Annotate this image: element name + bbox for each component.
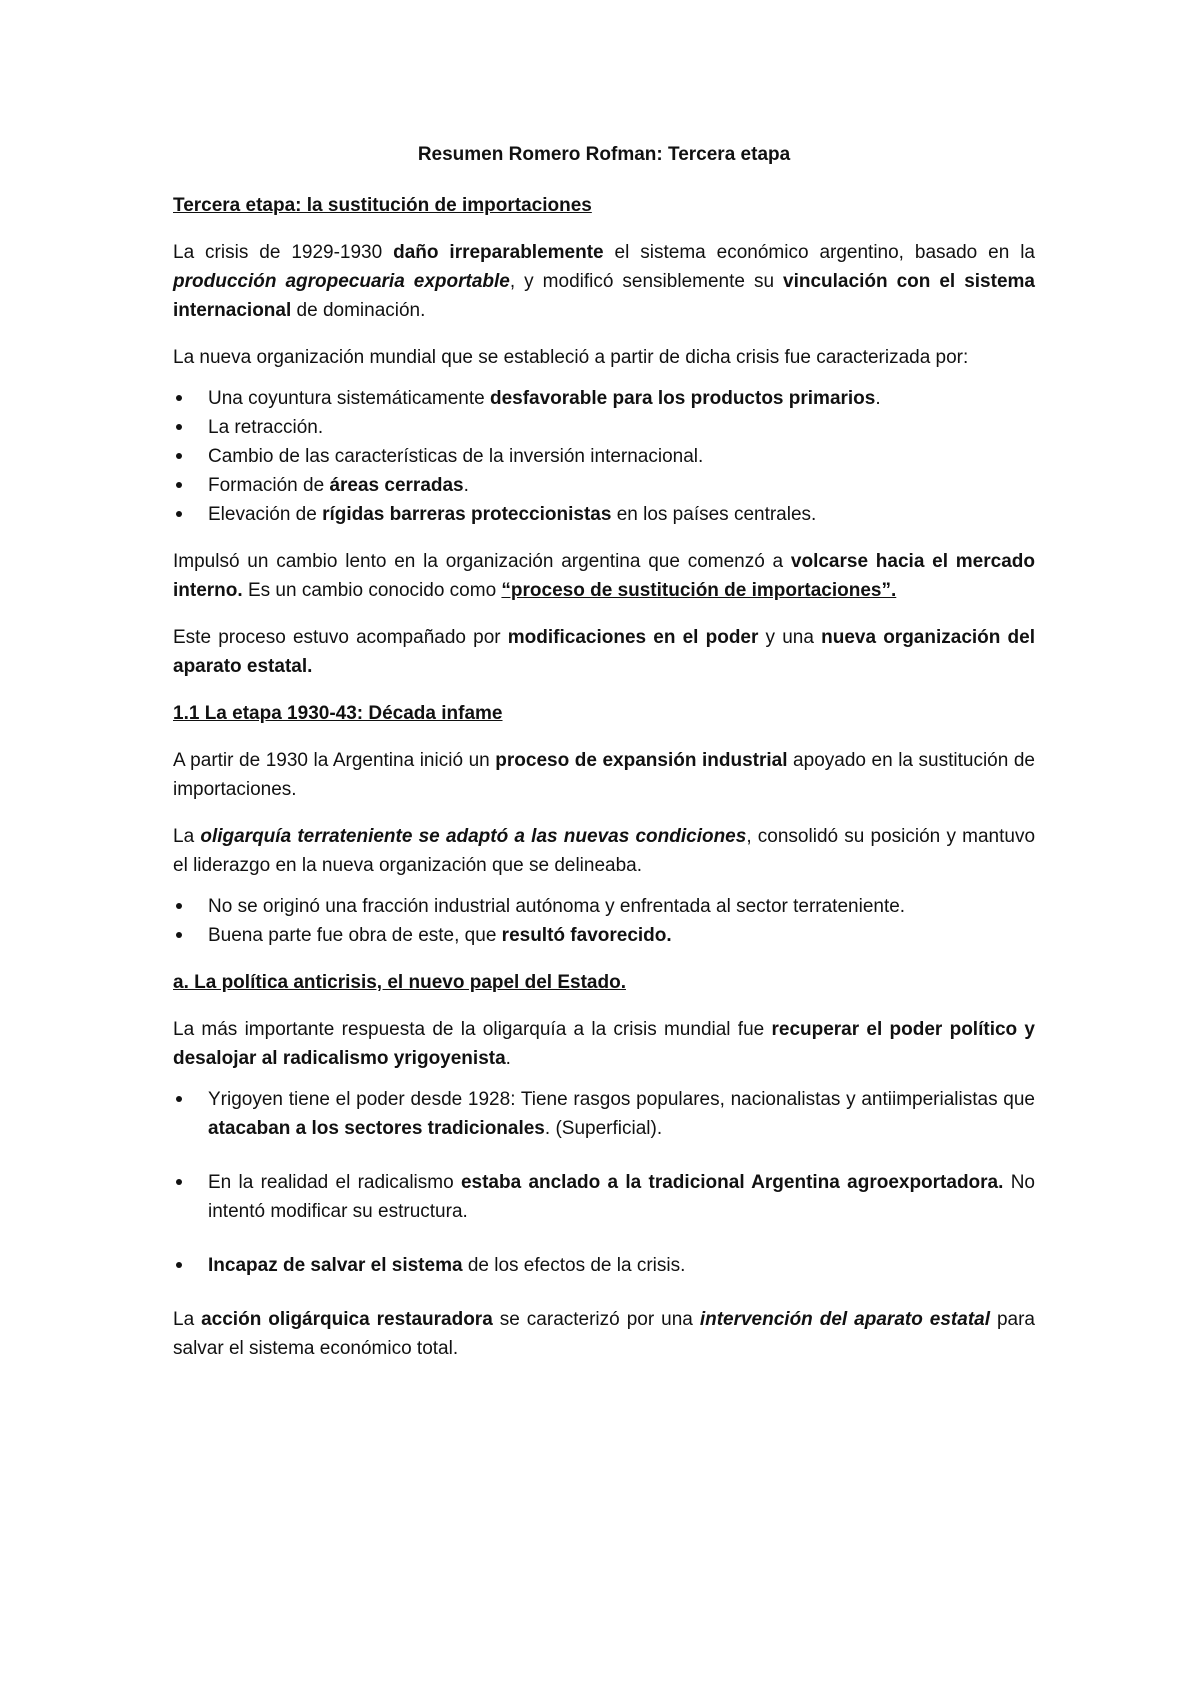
text-run: Buena parte fue obra de este, que — [208, 925, 502, 946]
bold-run: vinculación con el sistema internacional — [173, 271, 1035, 321]
bold-italic-run: intervención del aparato estatal — [699, 1309, 990, 1330]
text-run: apoyado en la sustitución de importaciones. — [173, 750, 1035, 800]
document-body — [173, 140, 1035, 1381]
bold-italic-run: oligarquía terrateniente se adaptó a las nuevas condiciones — [200, 826, 747, 847]
text-run: La — [173, 826, 201, 847]
bullet-list-fraccion — [173, 892, 1035, 950]
list-item — [173, 500, 1035, 529]
bold-underline-run: “proceso de sustitución de importaciones”. — [501, 580, 897, 601]
list-item — [173, 892, 1035, 921]
text-run: Impulsó un cambio lento en la organización argentina que comenzó a — [173, 551, 791, 572]
bold-run: rígidas barreras proteccionistas — [322, 504, 612, 525]
text-run: Es un cambio conocido como — [242, 580, 502, 601]
text-run: Yrigoyen tiene el poder desde 1928: Tiene rasgos populares, nacionalistas y antiimperialistas que — [208, 1089, 1035, 1110]
text-run: en los países centrales. — [611, 504, 817, 525]
bold-run: daño irreparablemente — [393, 242, 604, 263]
bold-italic-run: producción agropecuaria exportable — [173, 271, 510, 292]
text-run: La más importante respuesta de la oligarquía a la crisis mundial fue — [173, 1019, 772, 1040]
bold-run: áreas cerradas — [329, 475, 464, 496]
text-run: Cambio de las características de la inversión internacional. — [208, 446, 704, 467]
list-item — [173, 471, 1035, 500]
text-run: Elevación de — [208, 504, 323, 525]
list-item — [173, 384, 1035, 413]
bold-run: recuperar el poder político y desalojar al radicalismo yrigoyenista — [173, 1019, 1035, 1069]
bold-run: volcarse hacia el mercado interno. — [173, 551, 1035, 601]
text-run: , consolidó su posición y mantuvo el liderazgo en la nueva organización que se delineaba. — [173, 826, 1036, 876]
text-run: La crisis de 1929-1930 — [173, 242, 394, 263]
bold-run: resultó favorecido. — [501, 925, 672, 946]
section-heading-tercera-etapa: Tercera etapa: la sustitución de importaciones — [173, 195, 592, 216]
text-run: de los efectos de la crisis. — [462, 1255, 686, 1276]
paragraph-crisis — [173, 238, 1035, 325]
paragraph-nueva-organizacion: La nueva organización mundial que se estableció a partir de dicha crisis fue caracterizada por: — [173, 347, 969, 368]
section-heading-politica-anticrisis: a. La política anticrisis, el nuevo papel del Estado. — [173, 972, 626, 993]
bold-run: estaba anclado a la tradicional Argentina agroexportadora. — [460, 1172, 1004, 1193]
page-title: Resumen Romero Rofman: Tercera etapa — [417, 144, 791, 165]
bold-run: desfavorable para los productos primarios — [489, 388, 876, 409]
list-item — [173, 442, 1035, 471]
text-run: En la realidad el radicalismo — [208, 1172, 461, 1193]
bold-run: Incapaz de salvar el sistema — [208, 1255, 463, 1276]
bold-run: modificaciones en el poder — [507, 627, 759, 648]
bold-run: acción oligárquica restauradora — [201, 1309, 493, 1330]
text-run: . — [463, 475, 469, 496]
text-run: . (Superficial). — [544, 1118, 663, 1139]
list-item — [173, 413, 1035, 442]
text-run: para salvar el sistema económico total. — [173, 1309, 1036, 1359]
paragraph-expansion — [173, 746, 1035, 804]
text-run: de dominación. — [291, 300, 426, 321]
bold-run: proceso de expansión industrial — [495, 750, 788, 771]
text-run: y una — [758, 627, 822, 648]
list-item — [173, 921, 1035, 950]
text-run: La retracción. — [208, 417, 324, 438]
paragraph-respuesta — [173, 1015, 1035, 1073]
text-run: La — [173, 1309, 202, 1330]
text-run: el sistema económico argentino, basado en la — [603, 242, 1035, 263]
text-run: No se originó una fracción industrial autónoma y enfrentada al sector terrateniente. — [208, 896, 906, 917]
text-run: , y modificó sensiblemente su — [509, 271, 784, 292]
text-run: Este proceso estuvo acompañado por — [173, 627, 508, 648]
list-item — [173, 1085, 1035, 1143]
text-run: No intentó modificar su estructura. — [208, 1172, 1035, 1222]
paragraph-proceso — [173, 623, 1035, 681]
paragraph-impulso — [173, 547, 1035, 605]
text-run: Una coyuntura sistemáticamente — [208, 388, 490, 409]
paragraph-oligarquia — [173, 822, 1035, 880]
bullet-list-yrigoyen — [173, 1085, 1035, 1280]
text-run: Formación de — [208, 475, 330, 496]
list-item — [173, 1168, 1035, 1226]
section-heading-decada-infame: 1.1 La etapa 1930-43: Década infame — [173, 703, 503, 724]
bold-run: atacaban a los sectores tradicionales — [208, 1118, 545, 1139]
paragraph-accion-oligarquica — [173, 1305, 1035, 1363]
text-run: . — [875, 388, 881, 409]
text-run: A partir de 1930 la Argentina inició un — [173, 750, 496, 771]
bullet-list-caracteristicas — [173, 384, 1035, 529]
list-item — [173, 1251, 1035, 1280]
text-run: se caracterizó por una — [492, 1309, 700, 1330]
bold-run: nueva organización del aparato estatal. — [173, 627, 1035, 677]
text-run: . — [505, 1048, 511, 1069]
